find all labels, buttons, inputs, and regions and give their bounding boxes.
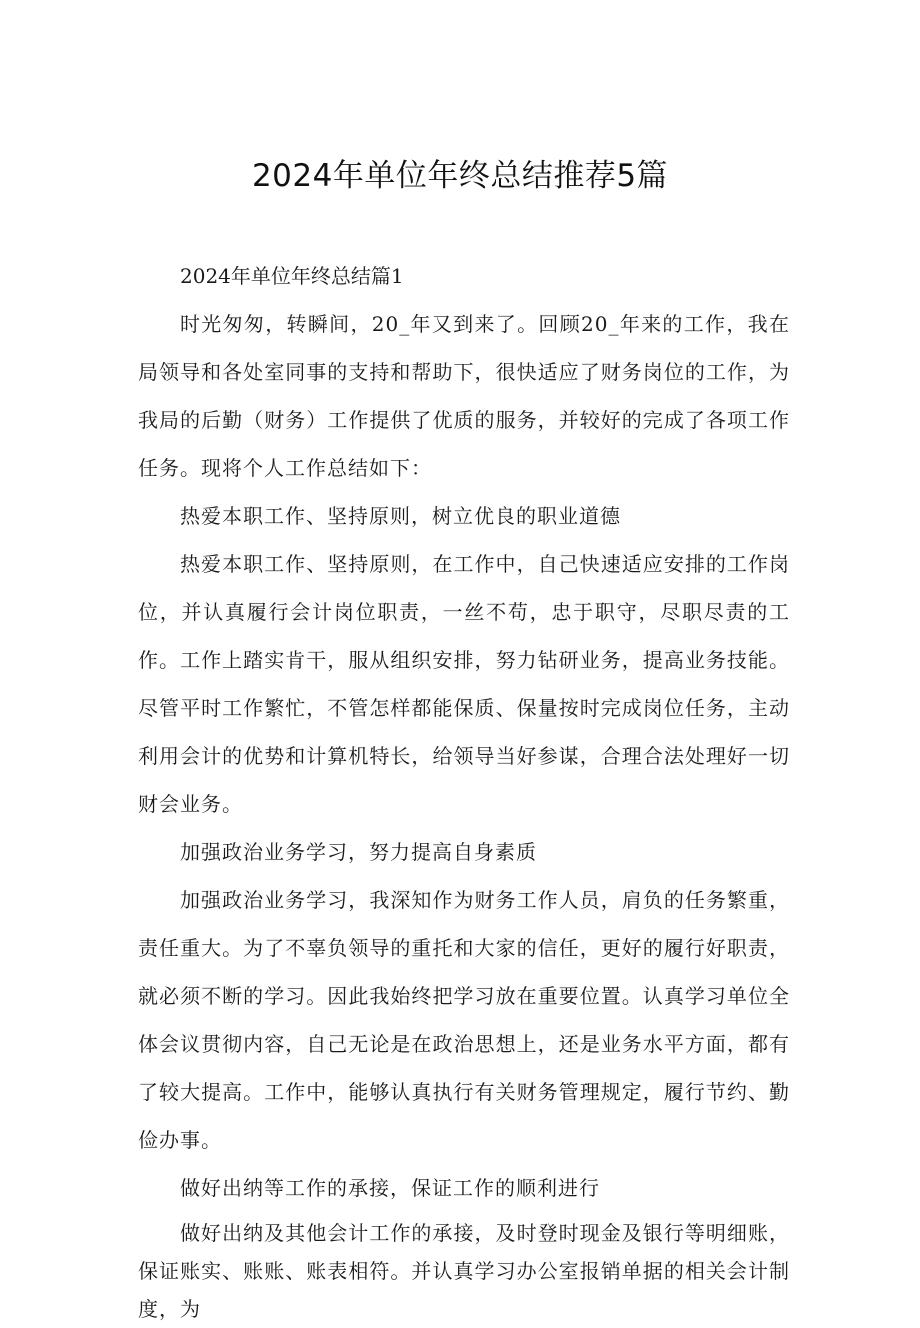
document-body [138, 252, 790, 1328]
section-heading: 加强政治业务学习，努力提高自身素质 [180, 840, 537, 864]
body-paragraph: 加强政治业务学习，我深知作为财务工作人员，肩负的任务繁重，责任重大。为了不辜负领导的重托和大家的信任，更好的履行好职责，就必须不断的学习。因此我始终把学习放在重要位置。认真学习单位全体会议贯彻内容，自己无论是在政治思想上，还是业务水平方面，都有了较大提高。工作中，能够认真执行有关财务管理规定，履行节约、勤俭办事。 [138, 888, 790, 1152]
section-heading: 做好出纳等工作的承接，保证工作的顺利进行 [180, 1176, 600, 1200]
document-title: 2024年单位年终总结推荐5篇 [251, 158, 669, 194]
body-paragraph: 热爱本职工作、坚持原则，在工作中，自己快速适应安排的工作岗位，并认真履行会计岗位职责，一丝不苟，忠于职守，尽职尽责的工作。工作上踏实肯干，服从组织安排，努力钻研业务，提高业务技能。尽管平时工作繁忙，不管怎样都能保质、保量按时完成岗位任务，主动利用会计的优势和计算机特长，给领导当好参谋，合理合法处理好一切财会业务。 [138, 552, 790, 816]
section-subtitle: 2024年单位年终总结篇1 [180, 264, 404, 288]
body-paragraph: 做好出纳及其他会计工作的承接，及时登时现金及银行等明细账，保证账实、账账、账表相符。并认真学习办公室报销单据的相关会计制度，为 [138, 1221, 790, 1321]
body-paragraph: 时光匆匆，转瞬间，20_年又到来了。回顾20_年来的工作，我在局领导和各处室同事的支持和帮助下，很快适应了财务岗位的工作，为我局的后勤（财务）工作提供了优质的服务，并较好的完成了各项工作任务。现将个人工作总结如下： [138, 312, 790, 480]
section-heading: 热爱本职工作、坚持原则，树立优良的职业道德 [180, 504, 621, 528]
